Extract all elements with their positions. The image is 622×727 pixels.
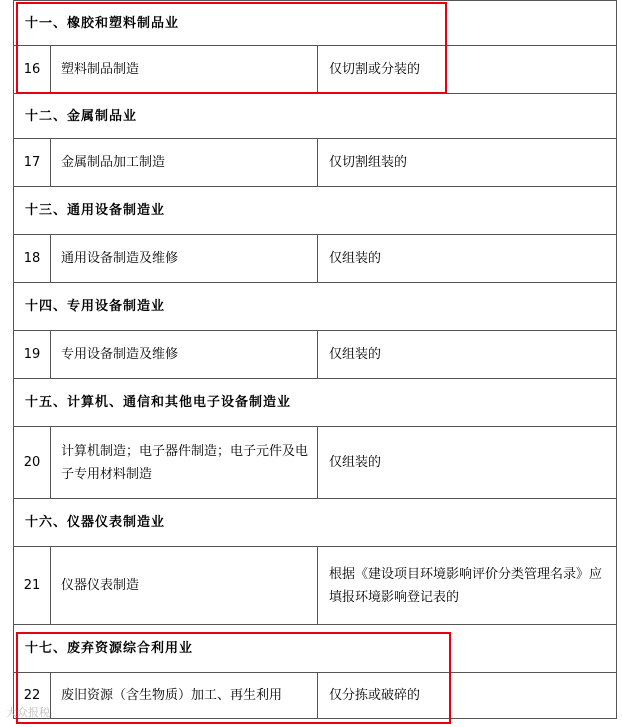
note-cell: 仅组装的 bbox=[318, 331, 617, 379]
table-row bbox=[14, 547, 617, 625]
row-number: 19 bbox=[14, 331, 51, 379]
note-cell: 仅切割或分装的 bbox=[318, 46, 617, 94]
category-row bbox=[14, 187, 617, 235]
note-cell: 仅分拣或破碎的 bbox=[318, 673, 617, 719]
category-row bbox=[14, 283, 617, 331]
category-title: 十五、计算机、通信和其他电子设备制造业 bbox=[14, 379, 617, 427]
row-number: 21 bbox=[14, 547, 51, 625]
row-number: 20 bbox=[14, 427, 51, 499]
category-title: 十一、橡胶和塑料制品业 bbox=[14, 1, 617, 46]
industry-cell: 废旧资源（含生物质）加工、再生利用 bbox=[51, 673, 318, 719]
industry-cell: 计算机制造；电子器件制造；电子元件及电子专用材料制造 bbox=[51, 427, 318, 499]
table-row bbox=[14, 673, 617, 719]
category-title: 十六、仪器仪表制造业 bbox=[14, 499, 617, 547]
note-cell: 根据《建设项目环境影响评价分类管理名录》应填报环境影响登记表的 bbox=[318, 547, 617, 625]
industry-table bbox=[13, 0, 617, 719]
row-number: 18 bbox=[14, 235, 51, 283]
category-row bbox=[14, 1, 617, 46]
industry-cell: 金属制品加工制造 bbox=[51, 139, 318, 187]
industry-cell: 塑料制品制造 bbox=[51, 46, 318, 94]
industry-cell: 通用设备制造及维修 bbox=[51, 235, 318, 283]
note-cell: 仅切割组装的 bbox=[318, 139, 617, 187]
category-title: 十四、专用设备制造业 bbox=[14, 283, 617, 331]
row-number: 17 bbox=[14, 139, 51, 187]
category-title: 十七、废弃资源综合利用业 bbox=[14, 625, 617, 673]
row-number: 16 bbox=[14, 46, 51, 94]
industry-cell: 仪器仪表制造 bbox=[51, 547, 318, 625]
table-row bbox=[14, 427, 617, 499]
category-row bbox=[14, 379, 617, 427]
table-row bbox=[14, 139, 617, 187]
category-row bbox=[14, 499, 617, 547]
note-cell: 仅组装的 bbox=[318, 235, 617, 283]
category-row bbox=[14, 94, 617, 139]
row-number: 22 bbox=[14, 673, 51, 719]
table-row bbox=[14, 235, 617, 283]
table-row bbox=[14, 46, 617, 94]
industry-cell: 专用设备制造及维修 bbox=[51, 331, 318, 379]
watermark: 大众报税 bbox=[6, 706, 50, 719]
category-row bbox=[14, 625, 617, 673]
category-title: 十二、金属制品业 bbox=[14, 94, 617, 139]
note-cell: 仅组装的 bbox=[318, 427, 617, 499]
category-title: 十三、通用设备制造业 bbox=[14, 187, 617, 235]
table-row bbox=[14, 331, 617, 379]
